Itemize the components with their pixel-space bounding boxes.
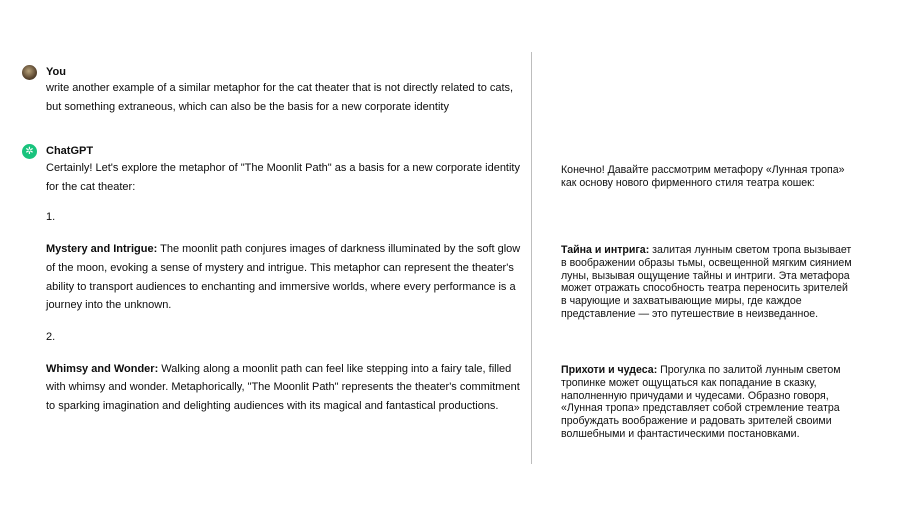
text-line: волшебными и фантастическими постановками. bbox=[561, 427, 800, 440]
text-line: with whimsy and wonder. Metaphorically, "The Moonlit Path" represents the theater's commitment bbox=[46, 381, 520, 394]
text-line: тропинке может ощущаться как попадание в сказку, bbox=[561, 376, 817, 389]
translation-section-1 bbox=[561, 244, 852, 321]
text-line: of the moon, evoking a sense of mystery and intrigue. This metaphor can represent the theater's bbox=[46, 261, 514, 274]
text-line: «Лунная тропа» представляет собой стремление театра bbox=[561, 402, 840, 415]
section-title: Прихоти и чудеса: bbox=[561, 364, 658, 376]
translation-section-2 bbox=[561, 364, 841, 441]
user-message bbox=[46, 79, 513, 116]
list-number: 1. bbox=[46, 211, 56, 224]
user-avatar bbox=[22, 65, 37, 80]
text-line: The moonlit path conjures images of darkness illuminated by the soft glow bbox=[157, 243, 521, 256]
text-line: ability to transport audiences to enchanting and immersive worlds, where every performance is a bbox=[46, 280, 516, 293]
user-name: You bbox=[46, 66, 66, 78]
divider bbox=[531, 52, 532, 464]
text-line: наполненную причудами и чудесами. Образно говоря, bbox=[561, 389, 829, 402]
translation-intro bbox=[561, 164, 845, 190]
assistant-name: ChatGPT bbox=[46, 145, 94, 157]
section-title: Тайна и интрига: bbox=[561, 244, 650, 256]
text-line: to sparking imagination and delighting audiences with its magical and fantastical productions. bbox=[46, 400, 499, 413]
section-1 bbox=[46, 240, 520, 259]
text-line: Прогулка по залитой лунным светом bbox=[657, 364, 841, 376]
text-line: залитая лунным светом тропа вызывает bbox=[649, 244, 852, 256]
assistant-message bbox=[46, 159, 520, 416]
text-line: пробуждать воображение и радовать зрителей своими bbox=[561, 415, 832, 427]
text-line: but something extraneous, which can also be the basis for a new corporate identity bbox=[46, 100, 449, 113]
text-line: Walking along a moonlit path can feel like stepping into a fairy tale, filled bbox=[158, 362, 512, 375]
text-line: в воображении образы тьмы, освещенной мягким сиянием bbox=[561, 256, 852, 269]
text-line: journey into the unknown. bbox=[46, 299, 172, 312]
section-title: Whimsy and Wonder: bbox=[46, 362, 159, 375]
text-line: как основу нового фирменного стиля театра кошек: bbox=[561, 176, 815, 189]
list-number: 2. bbox=[46, 330, 56, 343]
text-line: for the cat theater: bbox=[46, 180, 136, 193]
section-2 bbox=[46, 360, 520, 379]
section-title: Mystery and Intrigue: bbox=[46, 243, 158, 256]
text-line: в чарующие и захватывающие миры, где каждое bbox=[561, 295, 802, 307]
text-line: Конечно! Давайте рассмотрим метафору «Лунная тропа» bbox=[561, 164, 845, 176]
text-line: write another example of a similar metaphor for the cat theater that is not directly related to cats, bbox=[46, 82, 514, 94]
text-line: представление — это путешествие в неизведанное. bbox=[561, 307, 819, 320]
chatgpt-logo-icon: ✲ bbox=[22, 144, 37, 159]
text-line: луны, вызывая ощущение тайны и интриги. Эта метафора bbox=[561, 269, 850, 282]
text-line: Certainly! Let's explore the metaphor of "The Moonlit Path" as a basis for a new corporate identity bbox=[46, 162, 520, 174]
text-line: может отражать способность театра переносить зрителей bbox=[561, 282, 848, 295]
